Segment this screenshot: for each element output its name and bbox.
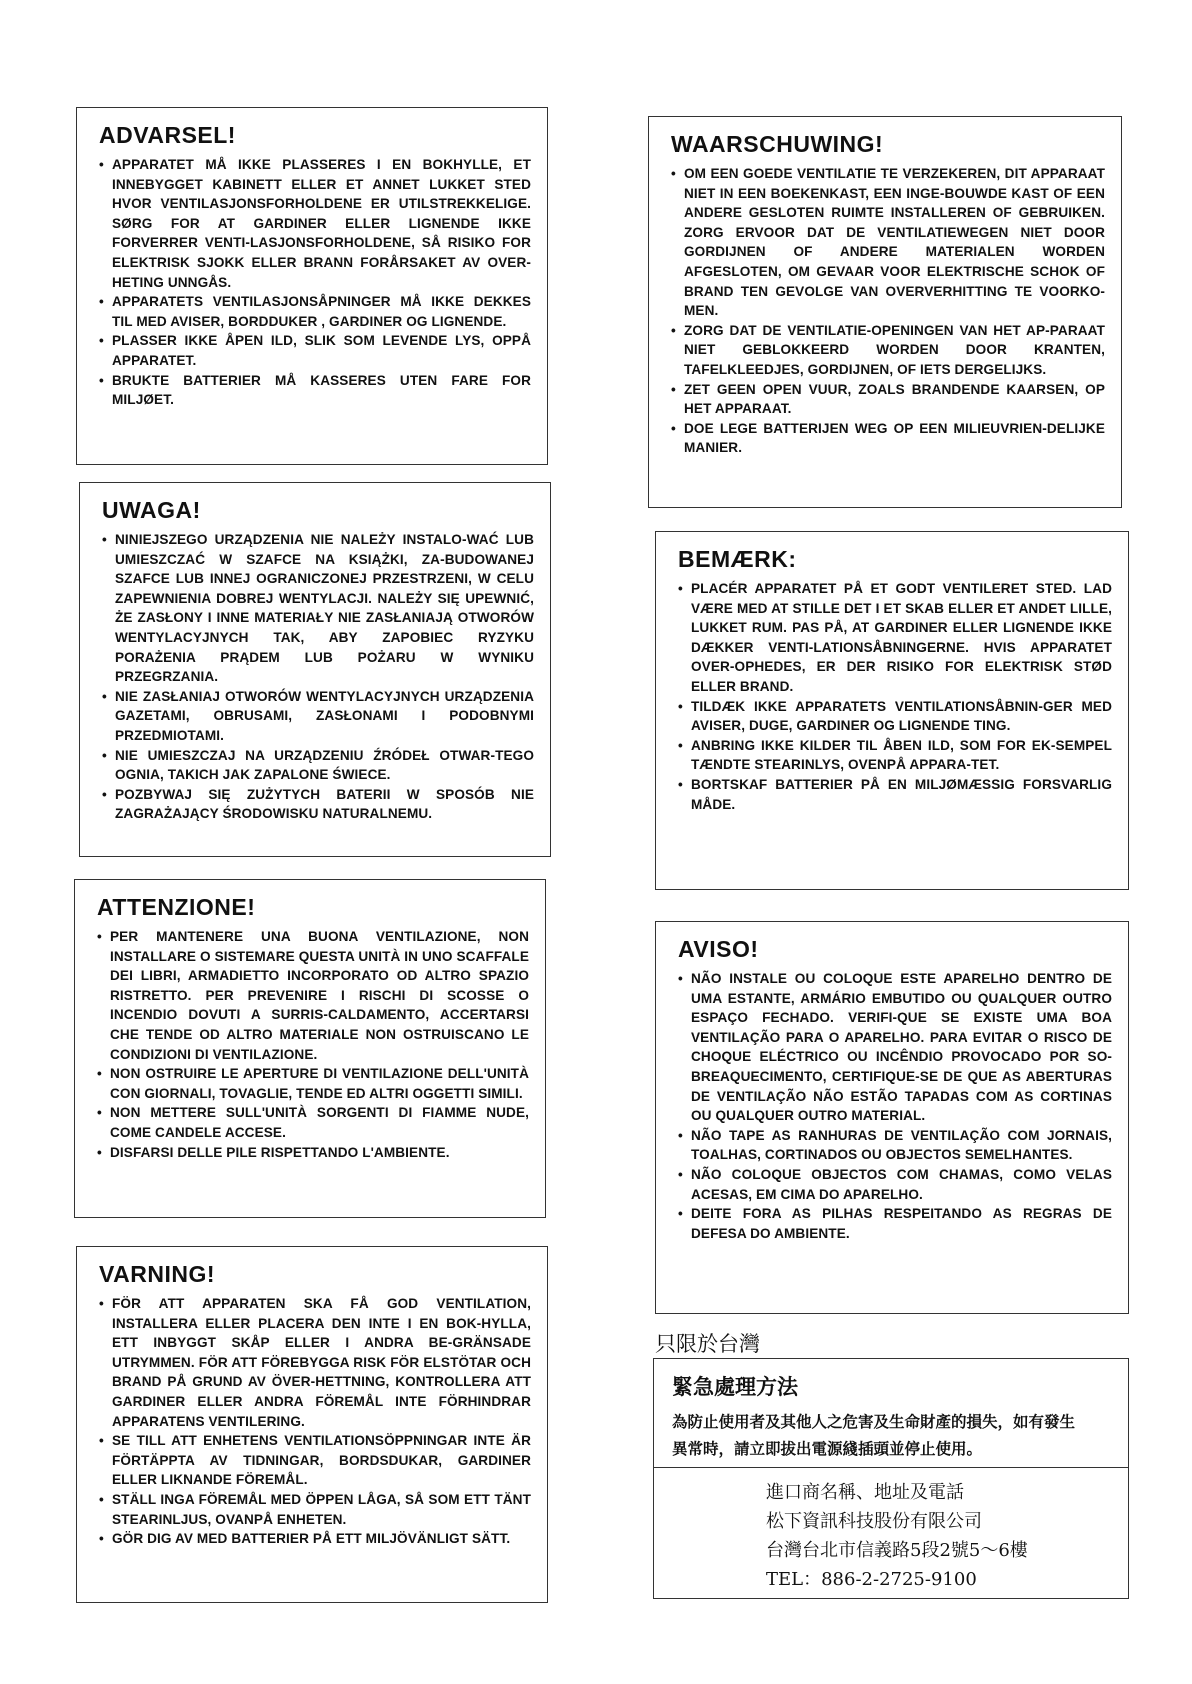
notice-advarsel xyxy=(76,107,548,465)
notice-item: • TILDÆK IKKE APPARATETS VENTILATIONSÅBNIN-GER MED AVISER, DUGE, GARDINER OG LIGNENDE TING. xyxy=(678,697,1112,736)
notice-varning xyxy=(76,1246,548,1603)
notice-item: • POZBYWAJ SIĘ ZUŻYTYCH BATERII W SPOSÓB NIE ZAGRAŻAJĄCY ŚRODOWISKU NATURALNEMU. xyxy=(102,785,534,824)
notice-item: • OM EEN GOEDE VENTILATIE TE VERZEKEREN, DIT APPARAAT NIET IN EEN BOEKENKAST, EEN INGE-BOUWDE KAST OF EEN ANDERE GESLOTEN RUIMTE INSTALLEREN OF GEBRUIKEN. ZORG ERVOOR DAT DE VENTILATIEWEGEN NIET DOOR GORDIJNEN OF ANDERE MATERIALEN WORDEN AFGESLOTEN, OM GEVAAR VOOR ELEKTRISCHE SCHOK OF BRAND TEN GEVOLGE VAN OVERVERHITTING TE VOORKO-MEN. xyxy=(671,164,1105,321)
taiwan-body xyxy=(672,1409,1118,1463)
taiwan-title: 緊急處理方法 xyxy=(672,1376,798,1399)
importer-line: 松下資訊科技股份有限公司 xyxy=(766,1511,982,1532)
notice-item: • PER MANTENERE UNA BUONA VENTILAZIONE, NON INSTALLARE O SISTEMARE QUESTA UNITÀ IN UNO SCAFFALE DEI LIBRI, ARMADIETTO INCORPORATO OD ALTRO SPAZIO RISTRETTO. PER PREVENIRE I RISCHI DI SCOSSE O INCENDIO DOVUTI A SURRIS-CALDAMENTO, ACCERTARSI CHE TENDE OD ALTRO MATERIALE NON OSTRUISCANO LE CONDIZIONI DI VENTILAZIONE. xyxy=(97,927,529,1064)
notice-item: • NON METTERE SULL'UNITÀ SORGENTI DI FIAMME NUDE, COME CANDELE ACCESE. xyxy=(97,1103,529,1142)
notice-item: • NINIEJSZEGO URZĄDZENIA NIE NALEŻY INSTALO-WAĆ LUB UMIESZCZAĆ W SZAFCE NA KSIĄŻKI, ZA-BUDOWANEJ SZAFCE LUB INNEJ OGRANICZONEJ PRZESTRZENI, W CELU ZAPEWNIENIA DOBREJ WENTYLACJI. NALEŻY SIĘ UPEWNIĆ, ŻE ZASŁONY I INNE MATERIAŁY NIE ZASŁANIAJĄ OTWORÓW WENTYLACYJNYCH TAK, ABY ZAPOBIEC RYZYKU PORAŻENIA PRĄDEM LUB POŻARU W WYNIKU PRZEGRZANIA. xyxy=(102,530,534,687)
notice-item: • ZET GEEN OPEN VUUR, ZOALS BRANDENDE KAARSEN, OP HET APPARAAT. xyxy=(671,380,1105,419)
notice-item: • APPARATETS VENTILASJONSÅPNINGER MÅ IKKE DEKKES TIL MED AVISER, BORDDUKER , GARDINER OG LIGNENDE. xyxy=(99,292,531,331)
notice-item: • GÖR DIG AV MED BATTERIER PÅ ETT MILJÖVÄNLIGT SÄTT. xyxy=(99,1529,531,1549)
notice-item: • NIE UMIESZCZAJ NA URZĄDZENIU ŹRÓDEŁ OTWAR-TEGO OGNIA, TAKICH JAK ZAPALONE ŚWIECE. xyxy=(102,746,534,785)
taiwan-body-line: 異常時，請立即拔出電源綫插頭並停止使用。 xyxy=(672,1441,983,1458)
importer-line: 進口商名稱、地址及電話 xyxy=(766,1482,964,1503)
notice-item: • FÖR ATT APPARATEN SKA FÅ GOD VENTILATION, INSTALLERA ELLER PLACERA DEN INTE I EN BOK-HYLLA, ETT INBYGGT SKÅP ELLER I ANDRA BE-GRÄNSADE UTRYMMEN. FÖR ATT FÖREBYGGA RISK FÖR ELSTÖTAR OCH BRAND PÅ GRUND AV ÖVER-HETTNING, KONTROLLERA ATT GARDINER ELLER ANDRA FÖREMÅL INTE FÖRHINDRAR APPARATENS VENTILERING. xyxy=(99,1294,531,1431)
notice-bemaerk xyxy=(655,531,1129,890)
notice-item: • DOE LEGE BATTERIJEN WEG OP EEN MILIEUVRIEN-DELIJKE MANIER. xyxy=(671,419,1105,458)
notice-item: • PLACÉR APPARATET PÅ ET GODT VENTILERET STED. LAD VÆRE MED AT STILLE DET I ET SKAB ELLER ET ANDET LILLE, LUKKET RUM. PAS PÅ, AT GARDINER ELLER LIGNENDE IKKE DÆKKER VENTI-LATIONSÅBNINGERNE. HVIS APPARATET OVER-OPHEDES, ER DER RISIKO FOR ELEKTRISK STØD ELLER BRAND. xyxy=(678,579,1112,697)
notice-item: • NÃO INSTALE OU COLOQUE ESTE APARELHO DENTRO DE UMA ESTANTE, ARMÁRIO EMBUTIDO OU QUALQUER OUTRO ESPAÇO FECHADO. VERIFI-QUE SE EXISTE UMA BOA VENTILAÇÃO PARA O APARELHO. PARA EVITAR O RISCO DE CHOQUE ELÉCTRICO OU INCÊNDIO PROVOCADO POR SO-BREAQUECIMENTO, CERTIFIQUE-SE DE QUE AS ABERTURAS DE VENTILAÇÃO NÃO ESTÃO TAPADAS COM AS CORTINAS OU QUALQUER OUTRO MATERIAL. xyxy=(678,969,1112,1126)
taiwan-emergency-section xyxy=(654,1359,1128,1467)
notice-item: • APPARATET MÅ IKKE PLASSERES I EN BOKHYLLE, ET INNEBYGGET KABINETT ELLER ET ANNET LUKKET STED HVOR VENTILASJONSFORHOLDENE ER UTILSTREKKELIGE. SØRG FOR AT GARDINER ELLER LIGNENDE IKKE FORVERRER VENTI-LASJONSFORHOLDENE, SÅ RISIKO FOR ELEKTRISK SJOKK ELLER BRANN FORÅRSAKET AV OVER-HETING UNNGÅS. xyxy=(99,155,531,292)
notice-title: ADVARSEL! xyxy=(99,122,236,148)
notice-item: • ZORG DAT DE VENTILATIE-OPENINGEN VAN HET AP-PARAAT NIET GEBLOKKEERD WORDEN DOOR KRANTEN, TAFELKLEEDJES, GORDIJNEN, OF IETS DERGELIJKS. xyxy=(671,321,1105,380)
notice-aviso xyxy=(655,921,1129,1314)
notice-item: • NÃO TAPE AS RANHURAS DE VENTILAÇÃO COM JORNAIS, TOALHAS, CORTINADOS OU OBJECTOS SEMELHANTES. xyxy=(678,1126,1112,1165)
notice-attenzione xyxy=(74,879,546,1218)
notice-waarschuwing xyxy=(648,116,1122,508)
taiwan-notice xyxy=(653,1358,1129,1599)
taiwan-caption: 只限於台灣 xyxy=(655,1332,760,1356)
notice-uwaga xyxy=(79,482,551,857)
notice-title: UWAGA! xyxy=(102,497,201,523)
notice-title: WAARSCHUWING! xyxy=(671,131,884,157)
notice-item: • ANBRING IKKE KILDER TIL ÅBEN ILD, SOM FOR EK-SEMPEL TÆNDTE STEARINLYS, OVENPÅ APPARA-TET. xyxy=(678,736,1112,775)
notice-item: • NIE ZASŁANIAJ OTWORÓW WENTYLACYJNYCH URZĄDZENIA GAZETAMI, OBRUSAMI, ZASŁONAMI I PODOBNYMI PRZEDMIOTAMI. xyxy=(102,687,534,746)
notice-item: • DEITE FORA AS PILHAS RESPEITANDO AS REGRAS DE DEFESA DO AMBIENTE. xyxy=(678,1204,1112,1243)
notice-title: ATTENZIONE! xyxy=(97,894,256,920)
notice-title: VARNING! xyxy=(99,1261,216,1287)
notice-item: • SE TILL ATT ENHETENS VENTILATIONSÖPPNINGAR INTE ÄR FÖRTÄPPTA AV TIDNINGAR, BORDSDUKAR, GARDINER ELLER LIKNANDE FÖREMÅL. xyxy=(99,1431,531,1490)
notice-item: • DISFARSI DELLE PILE RISPETTANDO L'AMBIENTE. xyxy=(97,1143,529,1163)
taiwan-body-line: 為防止使用者及其他人之危害及生命財產的損失，如有發生 xyxy=(672,1414,1076,1431)
notice-title: AVISO! xyxy=(678,936,759,962)
importer-info xyxy=(654,1468,1128,1594)
notice-item: • BORTSKAF BATTERIER PÅ EN MILJØMÆSSIG FORSVARLIG MÅDE. xyxy=(678,775,1112,814)
importer-line: 台灣台北市信義路5段2號5～6樓 xyxy=(766,1540,1028,1561)
notice-item: • BRUKTE BATTERIER MÅ KASSERES UTEN FARE FOR MILJØET. xyxy=(99,371,531,410)
notice-item: • NON OSTRUIRE LE APERTURE DI VENTILAZIONE DELL'UNITÀ CON GIORNALI, TOVAGLIE, TENDE ED ALTRI OGGETTI SIMILI. xyxy=(97,1064,529,1103)
notice-item: • STÄLL INGA FÖREMÅL MED ÖPPEN LÅGA, SÅ SOM ETT TÄNT STEARINLJUS, OVANPÅ ENHETEN. xyxy=(99,1490,531,1529)
notice-item: • PLASSER IKKE ÅPEN ILD, SLIK SOM LEVENDE LYS, OPPÅ APPARATET. xyxy=(99,331,531,370)
notice-item: • NÃO COLOQUE OBJECTOS COM CHAMAS, COMO VELAS ACESAS, EM CIMA DO APARELHO. xyxy=(678,1165,1112,1204)
importer-line: TEL：886-2-2725-9100 xyxy=(766,1569,977,1590)
notice-title: BEMÆRK: xyxy=(678,546,797,572)
